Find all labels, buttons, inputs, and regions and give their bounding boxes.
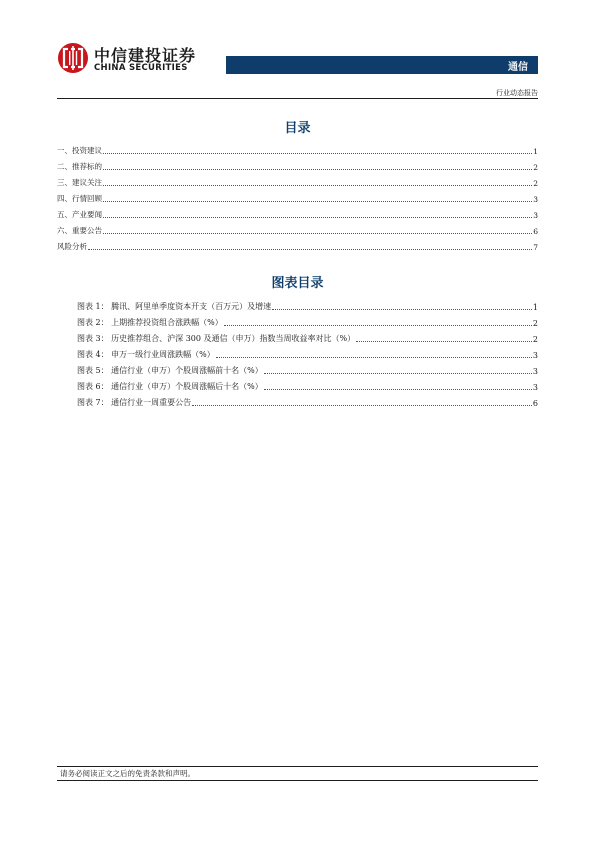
toc-entry[interactable]	[57, 172, 538, 188]
footer-divider-top	[57, 766, 538, 767]
dot-leader	[103, 201, 532, 202]
toc-entry-label: 二、推荐标的	[57, 162, 102, 171]
toc-entry-page: 3	[533, 195, 538, 204]
figure-entry[interactable]	[77, 312, 538, 328]
dot-leader	[103, 153, 532, 154]
figure-entry-label: 图表 3： 历史推荐组合、沪深 300 及通信（申万）指数当周收益率对比（%）	[77, 334, 356, 343]
toc-entry[interactable]	[57, 156, 538, 172]
footer-divider-bottom	[57, 780, 538, 781]
toc-entry[interactable]	[57, 220, 538, 236]
toc-entry-page: 6	[533, 227, 538, 236]
figure-entry-label: 图表 7： 通信行业一周重要公告	[77, 398, 192, 407]
toc-list	[57, 140, 538, 252]
dot-leader	[103, 217, 532, 218]
toc-entry-label: 风险分析	[57, 242, 87, 251]
figure-entry-label: 图表 1： 腾讯、阿里单季度资本开支（百万元）及增速	[77, 302, 272, 311]
sector-banner	[226, 56, 538, 74]
footer-disclaimer: 请务必阅读正文之后的免责条款和声明。	[60, 769, 195, 778]
toc-title: 目录	[284, 121, 311, 136]
toc-entry-label: 三、建议关注	[57, 178, 102, 187]
figure-entry[interactable]	[77, 296, 538, 312]
toc-entry-label: 一、投资建议	[57, 146, 102, 155]
logo-chinese-name: 中信建投证券	[94, 46, 197, 65]
dot-leader	[264, 389, 532, 390]
header-divider	[57, 98, 538, 99]
figure-entry[interactable]	[77, 360, 538, 376]
figures-list	[77, 296, 538, 408]
figure-entry-label: 图表 4： 申万一级行业周涨跌幅（%）	[77, 350, 215, 359]
dot-leader	[356, 341, 532, 342]
dot-leader	[224, 325, 532, 326]
sector-label: 通信	[508, 62, 528, 73]
toc-entry-label: 四、行情回顾	[57, 194, 102, 203]
toc-entry-page: 2	[533, 179, 538, 188]
toc-entry-page: 1	[533, 147, 538, 156]
toc-entry-page: 3	[533, 211, 538, 220]
figure-entry-page: 3	[532, 351, 538, 360]
dot-leader	[264, 373, 532, 374]
figure-entry-page: 6	[532, 399, 538, 408]
toc-entry-label: 六、重要公告	[57, 226, 102, 235]
toc-entry[interactable]	[57, 236, 538, 252]
figure-entry[interactable]	[77, 376, 538, 392]
toc-entry[interactable]	[57, 204, 538, 220]
figure-entry-page: 2	[532, 319, 538, 328]
toc-entry-label: 五、产业要闻	[57, 210, 102, 219]
dot-leader	[103, 233, 532, 234]
figure-entry-label: 图表 5： 通信行业（申万）个股周涨幅前十名（%）	[77, 366, 263, 375]
figure-entry-page: 1	[532, 303, 538, 312]
dot-leader	[216, 357, 532, 358]
dot-leader	[103, 185, 532, 186]
toc-entry-page: 7	[533, 243, 538, 252]
company-logo	[57, 42, 225, 76]
figure-entry-page: 3	[532, 367, 538, 376]
toc-entry[interactable]	[57, 188, 538, 204]
figure-entry[interactable]	[77, 344, 538, 360]
figure-entry-page: 2	[532, 335, 538, 344]
figure-entry-label: 图表 2： 上期推荐投资组合涨跌幅（%）	[77, 318, 223, 327]
citic-logo-icon	[57, 42, 89, 74]
dot-leader	[103, 169, 532, 170]
dot-leader	[88, 249, 532, 250]
figures-title: 图表目录	[271, 276, 324, 291]
toc-entry-page: 2	[533, 163, 538, 172]
report-type: 行业动态报告	[496, 89, 538, 97]
figure-entry[interactable]	[77, 328, 538, 344]
toc-entry[interactable]	[57, 140, 538, 156]
dot-leader	[192, 405, 532, 406]
figure-entry-label: 图表 6： 通信行业（申万）个股周涨幅后十名（%）	[77, 382, 263, 391]
figure-entry-page: 3	[532, 383, 538, 392]
dot-leader	[272, 309, 532, 310]
logo-english-name: CHINA SECURITIES	[94, 63, 188, 73]
figure-entry[interactable]	[77, 392, 538, 408]
